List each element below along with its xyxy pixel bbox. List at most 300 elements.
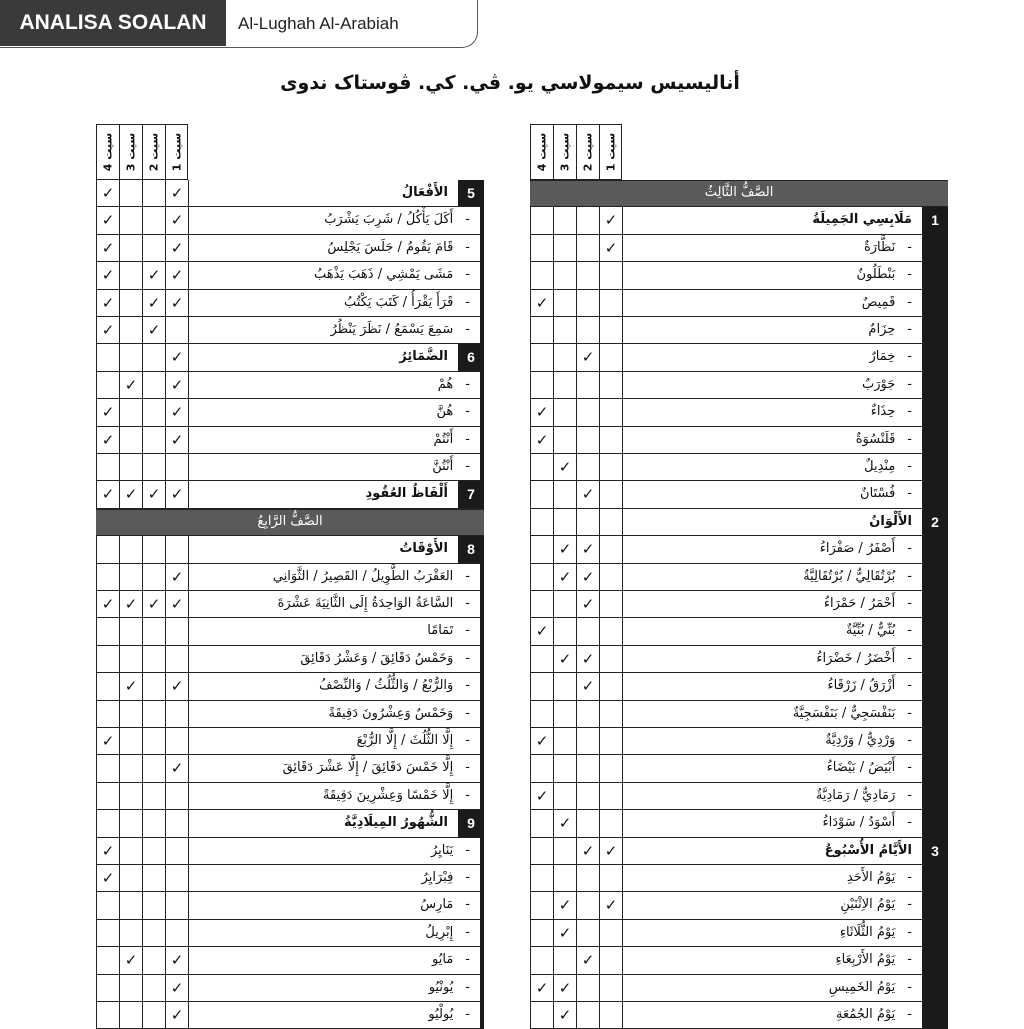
set-2-check-cell — [576, 399, 599, 426]
set-1-check-cell — [165, 673, 188, 700]
side-bar — [922, 398, 948, 426]
item-label: - يَوْمُ الثُّلَاثَاءِ — [622, 920, 922, 947]
set-header-label: سيت 4 — [535, 132, 549, 172]
side-bar — [922, 590, 948, 618]
set-1-check-cell — [599, 865, 622, 892]
side-bar — [922, 289, 948, 317]
section-header — [530, 180, 948, 207]
item-label: - رَمَادِيٌّ / رَمَادِيَّةٌ — [622, 783, 922, 810]
set-1-check-cell — [599, 838, 622, 865]
table-row — [530, 892, 948, 919]
table-row — [530, 865, 948, 892]
set-1-check-cell — [165, 865, 188, 892]
side-bar — [480, 700, 484, 728]
set-4-check-cell — [96, 317, 119, 344]
set-4-check-cell — [530, 728, 553, 755]
side-bar — [480, 563, 484, 591]
item-label: - إِلَّا الثُّلُثَ / إِلَّا الرُّبْعَ — [188, 728, 480, 755]
item-label: - العَقْرَبُ الطَّوِيلُ / القَصِيرُ / الثَّوَانِي — [188, 564, 480, 591]
table-row — [96, 892, 484, 919]
check-mark-icon: ✓ — [170, 567, 184, 586]
side-bar — [922, 371, 948, 399]
table-row — [530, 344, 948, 371]
table-row — [96, 454, 484, 481]
set-1-check-cell — [599, 427, 622, 454]
table-row — [96, 646, 484, 673]
item-label: - يَنَايِرُ — [188, 838, 480, 865]
set-1-check-cell — [165, 701, 188, 728]
set-3-check-cell — [119, 728, 142, 755]
check-mark-icon: ✓ — [101, 485, 115, 504]
category-number: 9 — [458, 810, 484, 837]
set-header-label: سيت 3 — [124, 132, 138, 172]
item-label: - فِبْرَايِرُ — [188, 865, 480, 892]
set-2-check-cell — [576, 755, 599, 782]
set-3-check-cell — [119, 180, 142, 207]
set-1-check-cell — [165, 454, 188, 481]
set-1-check-cell — [165, 947, 188, 974]
item-label: - بُنِّيٌّ / بُنِّيَّةٌ — [622, 618, 922, 645]
set-4-check-cell — [530, 618, 553, 645]
set-1-check-cell — [165, 207, 188, 234]
set-4-check-cell — [530, 1002, 553, 1029]
category-row — [530, 207, 948, 234]
item-label: - مَشَى يَمْشِي / ذَهَبَ يَذْهَبُ — [188, 262, 480, 289]
item-label: - يَوْمُ الأَحَدِ — [622, 865, 922, 892]
set-1-check-cell — [599, 317, 622, 344]
table-row — [96, 920, 484, 947]
set-4-check-cell — [96, 235, 119, 262]
set-2-check-cell — [142, 207, 165, 234]
left-analysis-table — [96, 124, 484, 1024]
set-4-check-cell — [96, 372, 119, 399]
table-row — [530, 262, 948, 289]
set-1-check-cell — [165, 838, 188, 865]
header-tag: ANALISA SOALAN — [0, 0, 226, 46]
side-bar — [480, 727, 484, 755]
category-number: 2 — [922, 509, 948, 536]
side-bar — [922, 782, 948, 810]
set-3-check-cell — [553, 892, 576, 919]
side-bar — [480, 453, 484, 481]
side-bar — [922, 316, 948, 344]
set-3-check-cell — [119, 317, 142, 344]
table-row — [530, 427, 948, 454]
side-bar — [480, 261, 484, 289]
table-row — [530, 783, 948, 810]
set-2-check-cell — [576, 783, 599, 810]
side-bar — [480, 974, 484, 1002]
set-4-check-cell — [530, 810, 553, 837]
set-1-check-cell — [165, 564, 188, 591]
set-3-check-cell — [553, 783, 576, 810]
check-mark-icon: ✓ — [581, 485, 595, 504]
check-mark-icon: ✓ — [170, 951, 184, 970]
set-2-check-cell — [576, 701, 599, 728]
set-4-check-cell — [530, 865, 553, 892]
set-1-check-cell — [165, 481, 188, 508]
item-label: - فُسْتَانٌ — [622, 481, 922, 508]
set-2-check-cell — [576, 344, 599, 371]
set-3-check-cell — [119, 810, 142, 837]
set-4-check-cell — [530, 975, 553, 1002]
set-1-check-cell — [165, 920, 188, 947]
check-mark-icon: ✓ — [535, 403, 549, 422]
set-1-check-cell — [599, 755, 622, 782]
set-3-check-cell — [119, 564, 142, 591]
set-2-check-cell — [576, 235, 599, 262]
category-label: الضَّمَائِرُ — [188, 344, 458, 371]
set-1-check-cell — [165, 1002, 188, 1029]
side-bar — [480, 645, 484, 673]
check-mark-icon: ✓ — [147, 595, 161, 613]
set-2-check-cell — [142, 892, 165, 919]
set-4-check-cell — [96, 207, 119, 234]
table-row — [96, 618, 484, 645]
set-1-check-cell — [599, 591, 622, 618]
check-mark-icon: ✓ — [558, 567, 572, 586]
set-4-check-cell — [96, 564, 119, 591]
set-3-check-cell — [119, 427, 142, 454]
item-label: - يَوْمُ الاِثْنَيْنِ — [622, 892, 922, 919]
set-2-check-cell — [142, 564, 165, 591]
set-1-check-cell — [599, 618, 622, 645]
side-bar — [922, 453, 948, 481]
category-label: الأَيَّامُ الأُسْبُوعُ — [622, 838, 922, 865]
set-3-check-cell — [553, 865, 576, 892]
side-bar — [922, 754, 948, 782]
check-mark-icon: ✓ — [101, 869, 115, 887]
check-mark-icon: ✓ — [604, 841, 618, 860]
set-1-check-cell — [599, 892, 622, 919]
set-header-label: سيت 3 — [558, 132, 572, 172]
check-mark-icon: ✓ — [581, 348, 595, 367]
set-3-check-cell — [553, 481, 576, 508]
table-row — [530, 536, 948, 563]
check-mark-icon: ✓ — [101, 732, 115, 750]
set-1-check-cell — [165, 536, 188, 563]
item-label: - قَمِيصٌ — [622, 290, 922, 317]
set-3-check-cell — [119, 920, 142, 947]
table-row — [530, 920, 948, 947]
table-row — [96, 755, 484, 782]
set-3-check-cell — [553, 427, 576, 454]
item-label: - السَّاعَةُ الوَاحِدَةُ إِلَى الثَّانِيَةَ عَشْرَةَ — [188, 591, 480, 618]
item-label: - مِنْدِيلٌ — [622, 454, 922, 481]
table-row — [530, 564, 948, 591]
set-2-check-cell — [142, 1002, 165, 1029]
set-3-check-cell — [119, 865, 142, 892]
category-number: 6 — [458, 344, 484, 371]
item-label: - إِلَّا خَمْسًا وَعِشْرِينَ دَقِيقَةً — [188, 783, 480, 810]
side-bar — [480, 426, 484, 454]
check-mark-icon: ✓ — [170, 595, 184, 613]
item-label: - وَرْدِيٌّ / وَرْدِيَّةٌ — [622, 728, 922, 755]
check-mark-icon: ✓ — [535, 732, 549, 750]
set-1-check-cell — [599, 783, 622, 810]
set-3-check-cell — [553, 975, 576, 1002]
check-mark-icon: ✓ — [170, 978, 184, 997]
table-row — [96, 701, 484, 728]
set-1-check-cell — [599, 810, 622, 837]
table-row — [530, 673, 948, 700]
set-2-header — [576, 124, 599, 180]
table-row — [96, 728, 484, 755]
side-bar — [922, 727, 948, 755]
set-3-check-cell — [553, 262, 576, 289]
set-3-header — [553, 124, 576, 180]
set-2-check-cell — [576, 892, 599, 919]
item-label: - قَلَنْسُوَةٌ — [622, 427, 922, 454]
set-1-check-cell — [599, 235, 622, 262]
side-bar — [922, 1001, 948, 1029]
table-row — [530, 235, 948, 262]
check-mark-icon: ✓ — [535, 978, 549, 997]
set-3-check-cell — [553, 454, 576, 481]
check-mark-icon: ✓ — [101, 293, 115, 312]
check-mark-icon: ✓ — [147, 293, 161, 312]
item-label: - خِمَارٌ — [622, 344, 922, 371]
set-1-check-cell — [599, 481, 622, 508]
category-row — [96, 481, 484, 508]
set-4-check-cell — [530, 344, 553, 371]
item-label: - أَخْضَرُ / خَضْرَاءُ — [622, 646, 922, 673]
side-bar — [922, 891, 948, 919]
set-1-check-cell — [599, 673, 622, 700]
check-mark-icon: ✓ — [124, 485, 138, 504]
check-mark-icon: ✓ — [170, 266, 184, 285]
set-3-header — [119, 124, 142, 180]
set-1-check-cell — [165, 344, 188, 371]
check-mark-icon: ✓ — [124, 595, 138, 613]
set-4-check-cell — [530, 920, 553, 947]
table-row — [96, 975, 484, 1002]
item-label: - أَنْتُنَّ — [188, 454, 480, 481]
set-1-check-cell — [165, 317, 188, 344]
check-mark-icon: ✓ — [604, 238, 618, 257]
check-mark-icon: ✓ — [535, 293, 549, 312]
set-2-check-cell — [142, 235, 165, 262]
set-1-check-cell — [165, 235, 188, 262]
category-row — [96, 810, 484, 837]
set-4-check-cell — [96, 646, 119, 673]
table-row — [530, 701, 948, 728]
set-2-check-cell — [576, 481, 599, 508]
set-2-check-cell — [142, 180, 165, 207]
set-3-check-cell — [119, 673, 142, 700]
set-4-check-cell — [96, 810, 119, 837]
set-4-check-cell — [530, 673, 553, 700]
item-label: - وَالرُّبْعُ / وَالثُّلُثُ / وَالنِّصْفُ — [188, 673, 480, 700]
set-1-check-cell — [165, 591, 188, 618]
set-4-check-cell — [530, 290, 553, 317]
table-row — [530, 618, 948, 645]
item-label: - هُنَّ — [188, 399, 480, 426]
set-1-check-cell — [599, 701, 622, 728]
set-3-check-cell — [553, 646, 576, 673]
set-3-check-cell — [553, 755, 576, 782]
set-3-check-cell — [119, 975, 142, 1002]
item-label: - إِبْرِيلُ — [188, 920, 480, 947]
set-4-check-cell — [96, 865, 119, 892]
category-number: 3 — [922, 838, 948, 865]
set-2-check-cell — [576, 372, 599, 399]
set-3-check-cell — [553, 317, 576, 344]
check-mark-icon: ✓ — [124, 375, 138, 394]
set-2-check-cell — [576, 673, 599, 700]
table-row — [530, 454, 948, 481]
side-bar — [480, 316, 484, 344]
item-label: - أَصْفَرُ / صَفْرَاءُ — [622, 536, 922, 563]
table-row — [96, 399, 484, 426]
check-mark-icon: ✓ — [147, 266, 161, 285]
item-label: - بَنْطَلُونٌ — [622, 262, 922, 289]
set-2-check-cell — [142, 344, 165, 371]
set-1-check-cell — [599, 728, 622, 755]
category-label: الأَوْقَاتُ — [188, 536, 458, 563]
table-row — [96, 262, 484, 289]
set-1-check-cell — [599, 1002, 622, 1029]
header-bar — [0, 0, 478, 48]
check-mark-icon: ✓ — [170, 485, 184, 504]
set-3-check-cell — [119, 646, 142, 673]
check-mark-icon: ✓ — [581, 677, 595, 696]
check-mark-icon: ✓ — [581, 951, 595, 970]
set-3-check-cell — [553, 372, 576, 399]
item-label: - أَحْمَرُ / حَمْرَاءُ — [622, 591, 922, 618]
set-2-check-cell — [142, 290, 165, 317]
set-2-check-cell — [142, 591, 165, 618]
side-bar — [480, 837, 484, 865]
check-mark-icon: ✓ — [170, 1006, 184, 1024]
side-bar — [922, 864, 948, 892]
set-3-check-cell — [553, 618, 576, 645]
set-3-check-cell — [119, 618, 142, 645]
table-row — [96, 317, 484, 344]
set-3-check-cell — [553, 207, 576, 234]
side-bar — [922, 700, 948, 728]
set-3-check-cell — [553, 1002, 576, 1029]
set-2-check-cell — [576, 591, 599, 618]
set-3-check-cell — [553, 344, 576, 371]
set-4-check-cell — [530, 235, 553, 262]
set-1-check-cell — [599, 920, 622, 947]
set-1-check-cell — [165, 427, 188, 454]
set-2-check-cell — [142, 536, 165, 563]
set-1-check-cell — [165, 290, 188, 317]
set-4-check-cell — [530, 481, 553, 508]
side-bar — [480, 206, 484, 234]
check-mark-icon: ✓ — [170, 375, 184, 394]
set-2-check-cell — [142, 454, 165, 481]
set-2-check-cell — [576, 262, 599, 289]
set-2-header — [142, 124, 165, 180]
set-header-label: سيت 4 — [101, 132, 115, 172]
check-mark-icon: ✓ — [581, 841, 595, 860]
set-4-check-cell — [530, 947, 553, 974]
set-1-check-cell — [599, 564, 622, 591]
set-header-label: سيت 1 — [170, 132, 183, 172]
table-row — [96, 372, 484, 399]
category-label: الشُّهُورُ المِيلَادِيَّةُ — [188, 810, 458, 837]
set-2-check-cell — [576, 618, 599, 645]
set-4-check-cell — [96, 262, 119, 289]
set-3-check-cell — [553, 728, 576, 755]
check-mark-icon: ✓ — [170, 348, 184, 367]
check-mark-icon: ✓ — [535, 430, 549, 449]
item-label: - أَبْيَضُ / بَيْضَاءُ — [622, 755, 922, 782]
set-3-check-cell — [119, 262, 142, 289]
set-1-check-cell — [165, 810, 188, 837]
set-2-check-cell — [576, 454, 599, 481]
item-label: - وَخَمْسُ دَقَائِقَ / وَعَشْرُ دَقَائِقَ — [188, 646, 480, 673]
side-bar — [480, 234, 484, 262]
item-label: - يُولْيُو — [188, 1002, 480, 1029]
set-4-check-cell — [530, 755, 553, 782]
side-bar — [480, 864, 484, 892]
set-2-check-cell — [142, 481, 165, 508]
table-row — [530, 646, 948, 673]
item-label: - بَنَفْسَجِيٌّ / بَنَفْسَجِيَّةٌ — [622, 701, 922, 728]
table-row — [96, 865, 484, 892]
check-mark-icon: ✓ — [170, 238, 184, 257]
set-2-check-cell — [142, 427, 165, 454]
set-4-header — [96, 124, 119, 180]
set-4-check-cell — [530, 207, 553, 234]
set-3-check-cell — [553, 920, 576, 947]
item-label: - جَوْرَبٌ — [622, 372, 922, 399]
set-3-check-cell — [553, 673, 576, 700]
set-4-check-cell — [96, 536, 119, 563]
set-2-check-cell — [142, 755, 165, 782]
section-title: الصَّفُّ الثَّالِثُ — [530, 180, 948, 207]
table-row — [530, 728, 948, 755]
set-1-check-cell — [165, 783, 188, 810]
set-4-check-cell — [530, 262, 553, 289]
set-4-check-cell — [96, 290, 119, 317]
set-1-check-cell — [165, 975, 188, 1002]
check-mark-icon: ✓ — [170, 677, 184, 696]
set-4-check-cell — [530, 454, 553, 481]
set-2-check-cell — [576, 509, 599, 536]
set-3-check-cell — [553, 509, 576, 536]
side-bar — [480, 919, 484, 947]
set-2-check-cell — [576, 975, 599, 1002]
set-3-check-cell — [119, 454, 142, 481]
set-3-check-cell — [119, 399, 142, 426]
item-label: - يُونْيُو — [188, 975, 480, 1002]
table-row — [96, 838, 484, 865]
category-number: 7 — [458, 481, 484, 508]
check-mark-icon: ✓ — [147, 321, 161, 339]
set-1-check-cell — [165, 399, 188, 426]
set-3-check-cell — [553, 701, 576, 728]
category-number: 5 — [458, 180, 484, 207]
set-2-check-cell — [576, 317, 599, 344]
side-bar — [480, 782, 484, 810]
category-row — [530, 838, 948, 865]
category-row — [96, 180, 484, 207]
category-number: 1 — [922, 207, 948, 234]
table-row — [96, 235, 484, 262]
set-1-check-cell — [165, 892, 188, 919]
set-3-check-cell — [119, 207, 142, 234]
set-4-check-cell — [530, 564, 553, 591]
set-3-check-cell — [119, 838, 142, 865]
set-2-check-cell — [142, 728, 165, 755]
set-4-check-cell — [530, 838, 553, 865]
set-4-check-cell — [96, 838, 119, 865]
